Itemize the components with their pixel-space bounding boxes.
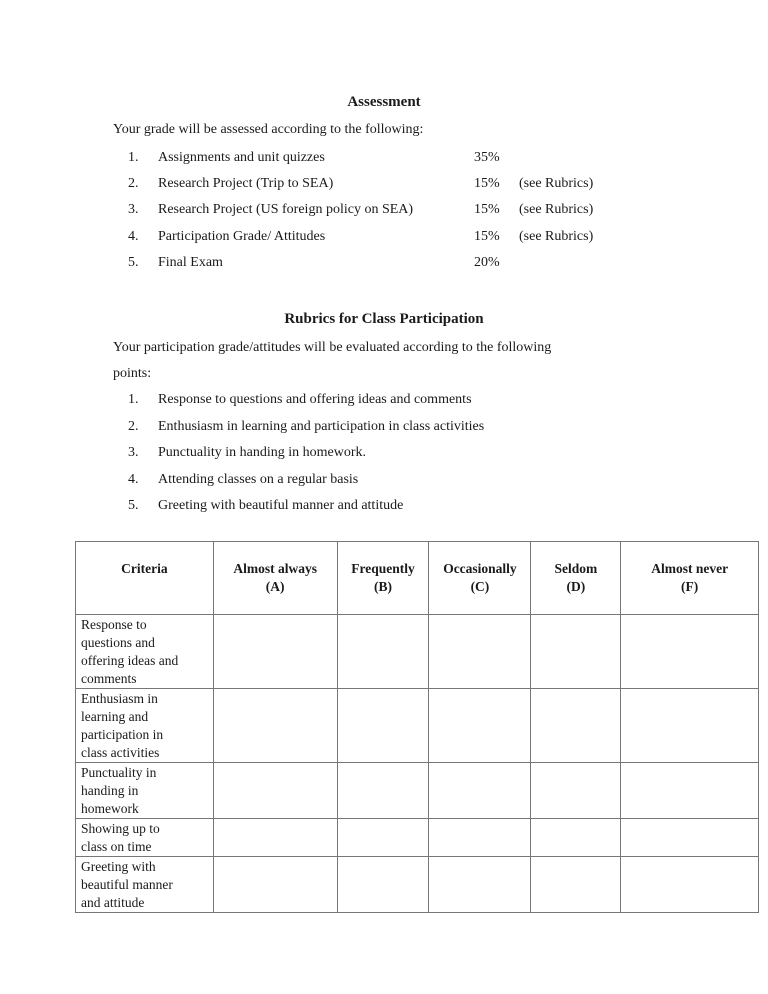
criteria-line: Punctuality in (81, 765, 157, 780)
table-row (76, 615, 759, 689)
list-item-number: 5. (128, 255, 139, 270)
list-item-number: 4. (128, 229, 139, 244)
table-row (76, 857, 759, 913)
rating-cell (429, 615, 531, 689)
rating-cell (621, 763, 759, 819)
rating-cell (213, 689, 337, 763)
criteria-line: learning and (81, 709, 149, 724)
list-item-label: Final Exam (158, 255, 223, 270)
criteria-line: Enthusiasm in (81, 691, 158, 706)
rating-cell (213, 615, 337, 689)
rating-cell (337, 615, 429, 689)
rating-cell (621, 689, 759, 763)
criteria-line: offering ideas and (81, 653, 179, 668)
rating-cell (621, 857, 759, 913)
criteria-line: homework (81, 801, 139, 816)
header-line: (A) (265, 579, 285, 594)
header-line: Almost never (651, 561, 729, 576)
rating-cell (213, 763, 337, 819)
table-row (76, 689, 759, 763)
list-item-percent: 15% (474, 176, 500, 191)
rating-cell (531, 689, 621, 763)
criteria-line: participation in (81, 727, 164, 742)
header-line: (B) (374, 579, 392, 594)
table-header-cell (621, 542, 759, 615)
criteria-cell (76, 763, 214, 819)
rubrics-intro-line2: points: (113, 366, 152, 381)
rating-cell (531, 857, 621, 913)
rating-cell (531, 763, 621, 819)
table-row (76, 763, 759, 819)
criteria-line: class activities (81, 745, 160, 760)
list-item-label: Attending classes on a regular basis (158, 472, 359, 487)
rating-cell (429, 857, 531, 913)
list-item-label: Response to questions and offering ideas and comments (158, 392, 472, 407)
criteria-cell (76, 857, 214, 913)
criteria-line: class on time (81, 839, 152, 854)
header-line: (D) (566, 579, 586, 594)
rating-cell (213, 857, 337, 913)
rating-cell (337, 689, 429, 763)
rating-cell (337, 857, 429, 913)
table-header-cell (76, 542, 214, 615)
list-item-number: 4. (128, 472, 139, 487)
list-item-label: Research Project (US foreign policy on SEA) (158, 202, 414, 217)
rating-cell (621, 819, 759, 857)
rating-cell (531, 615, 621, 689)
assessment-intro: Your grade will be assessed according to the following: (113, 122, 424, 137)
rating-cell (531, 819, 621, 857)
list-item-number: 3. (128, 445, 139, 460)
list-item-number: 2. (128, 176, 139, 191)
participation-rubric-table (75, 541, 759, 913)
list-item-note: (see Rubrics) (519, 176, 594, 191)
list-item-number: 2. (128, 419, 139, 434)
table-row (76, 819, 759, 857)
rating-cell (213, 819, 337, 857)
rating-cell (429, 819, 531, 857)
list-item-percent: 35% (474, 150, 500, 165)
list-item-label: Participation Grade/ Attitudes (158, 229, 326, 244)
list-item-note: (see Rubrics) (519, 202, 594, 217)
rating-cell (337, 819, 429, 857)
rating-cell (429, 763, 531, 819)
list-item-number: 1. (128, 150, 139, 165)
header-line: Almost always (233, 561, 317, 576)
criteria-line: Showing up to (81, 821, 160, 836)
list-item-note: (see Rubrics) (519, 229, 594, 244)
header-line: (F) (681, 579, 699, 594)
table-header-cell (213, 542, 337, 615)
criteria-line: Greeting with (81, 859, 156, 874)
list-item-number: 1. (128, 392, 139, 407)
rubrics-intro-line1: Your participation grade/attitudes will be evaluated according to the following (113, 340, 552, 355)
list-item-label: Enthusiasm in learning and participation in class activities (158, 419, 485, 434)
list-item-label: Assignments and unit quizzes (158, 150, 325, 165)
header-line: (C) (470, 579, 490, 594)
list-item-label: Research Project (Trip to SEA) (158, 176, 334, 191)
criteria-line: questions and (81, 635, 155, 650)
header-line: Seldom (554, 561, 598, 576)
rating-cell (621, 615, 759, 689)
criteria-cell (76, 819, 214, 857)
table-header-row (76, 542, 759, 615)
rating-cell (337, 763, 429, 819)
rating-cell (429, 689, 531, 763)
criteria-line: comments (81, 671, 137, 686)
criteria-cell (76, 689, 214, 763)
list-item-label: Greeting with beautiful manner and attitude (158, 498, 404, 513)
criteria-cell (76, 615, 214, 689)
header-line: Occasionally (443, 561, 517, 576)
assessment-title: Assessment (347, 94, 421, 110)
table-header-cell (531, 542, 621, 615)
header-line: Frequently (351, 561, 415, 576)
table-header-cell (429, 542, 531, 615)
criteria-line: beautiful manner (81, 877, 173, 892)
list-item-percent: 15% (474, 229, 500, 244)
list-item-number: 3. (128, 202, 139, 217)
criteria-line: and attitude (81, 895, 145, 910)
table-header-cell (337, 542, 429, 615)
criteria-line: Response to (81, 617, 147, 632)
list-item-percent: 20% (474, 255, 500, 270)
list-item-percent: 15% (474, 202, 500, 217)
rubrics-title: Rubrics for Class Participation (284, 311, 484, 327)
list-item-number: 5. (128, 498, 139, 513)
header-line: Criteria (121, 561, 168, 576)
criteria-line: handing in (81, 783, 139, 798)
list-item-label: Punctuality in handing in homework. (158, 445, 367, 460)
